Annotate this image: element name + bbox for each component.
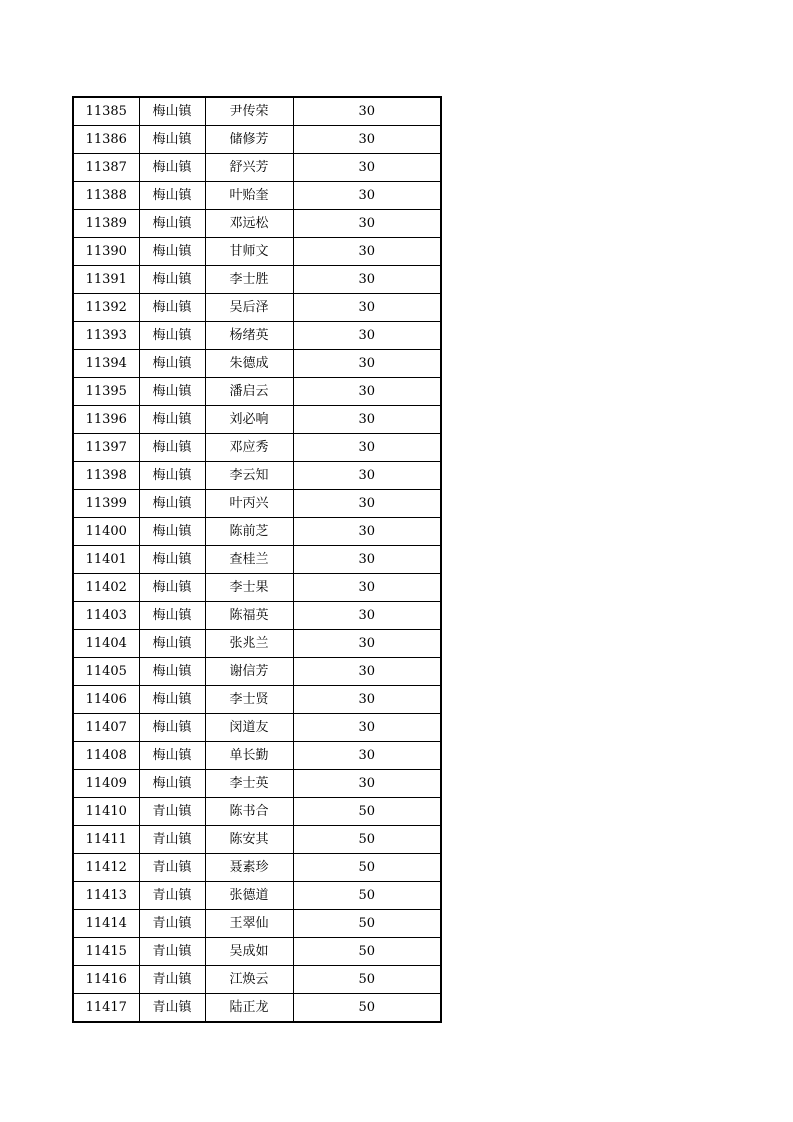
cell-name: 杨绪英	[205, 322, 293, 350]
cell-town: 梅山镇	[139, 658, 205, 686]
table-row	[73, 798, 441, 826]
table-row	[73, 462, 441, 490]
table-row	[73, 854, 441, 882]
cell-id: 11405	[73, 658, 139, 686]
table-row	[73, 966, 441, 994]
cell-id: 11415	[73, 938, 139, 966]
table-row	[73, 154, 441, 182]
cell-amount: 30	[293, 490, 441, 518]
roster-table-body	[73, 97, 441, 1022]
cell-amount: 50	[293, 854, 441, 882]
cell-amount: 30	[293, 574, 441, 602]
cell-name: 吴成如	[205, 938, 293, 966]
cell-amount: 50	[293, 938, 441, 966]
table-row	[73, 630, 441, 658]
table-row	[73, 294, 441, 322]
cell-id: 11403	[73, 602, 139, 630]
cell-town: 梅山镇	[139, 154, 205, 182]
cell-town: 青山镇	[139, 798, 205, 826]
cell-id: 11386	[73, 126, 139, 154]
cell-id: 11387	[73, 154, 139, 182]
cell-id: 11398	[73, 462, 139, 490]
cell-town: 梅山镇	[139, 518, 205, 546]
cell-name: 张兆兰	[205, 630, 293, 658]
table-row	[73, 97, 441, 126]
cell-id: 11395	[73, 378, 139, 406]
cell-town: 青山镇	[139, 882, 205, 910]
cell-amount: 30	[293, 97, 441, 126]
cell-id: 11394	[73, 350, 139, 378]
cell-name: 刘必响	[205, 406, 293, 434]
cell-name: 舒兴芳	[205, 154, 293, 182]
cell-amount: 50	[293, 966, 441, 994]
cell-amount: 50	[293, 910, 441, 938]
cell-id: 11397	[73, 434, 139, 462]
cell-amount: 30	[293, 154, 441, 182]
table-row	[73, 882, 441, 910]
table-row	[73, 826, 441, 854]
cell-id: 11417	[73, 994, 139, 1023]
cell-name: 叶贻奎	[205, 182, 293, 210]
cell-name: 李士胜	[205, 266, 293, 294]
cell-town: 梅山镇	[139, 210, 205, 238]
cell-town: 梅山镇	[139, 462, 205, 490]
cell-id: 11416	[73, 966, 139, 994]
cell-amount: 30	[293, 378, 441, 406]
cell-town: 青山镇	[139, 938, 205, 966]
cell-id: 11409	[73, 770, 139, 798]
cell-town: 青山镇	[139, 994, 205, 1023]
table-row	[73, 322, 441, 350]
cell-town: 梅山镇	[139, 97, 205, 126]
cell-amount: 30	[293, 602, 441, 630]
cell-id: 11408	[73, 742, 139, 770]
cell-amount: 30	[293, 770, 441, 798]
cell-id: 11391	[73, 266, 139, 294]
cell-town: 梅山镇	[139, 574, 205, 602]
cell-town: 青山镇	[139, 910, 205, 938]
cell-id: 11396	[73, 406, 139, 434]
cell-amount: 30	[293, 714, 441, 742]
cell-town: 梅山镇	[139, 378, 205, 406]
cell-name: 朱德成	[205, 350, 293, 378]
cell-name: 叶丙兴	[205, 490, 293, 518]
cell-name: 聂素珍	[205, 854, 293, 882]
cell-id: 11402	[73, 574, 139, 602]
cell-town: 梅山镇	[139, 322, 205, 350]
cell-town: 梅山镇	[139, 546, 205, 574]
table-row	[73, 490, 441, 518]
table-row	[73, 266, 441, 294]
cell-amount: 30	[293, 434, 441, 462]
cell-name: 谢信芳	[205, 658, 293, 686]
cell-id: 11393	[73, 322, 139, 350]
cell-id: 11385	[73, 97, 139, 126]
cell-amount: 50	[293, 882, 441, 910]
cell-amount: 30	[293, 546, 441, 574]
cell-town: 梅山镇	[139, 182, 205, 210]
table-row	[73, 770, 441, 798]
cell-name: 邓应秀	[205, 434, 293, 462]
cell-town: 梅山镇	[139, 126, 205, 154]
table-row	[73, 126, 441, 154]
cell-id: 11413	[73, 882, 139, 910]
cell-name: 甘师文	[205, 238, 293, 266]
cell-name: 吴后泽	[205, 294, 293, 322]
cell-amount: 30	[293, 210, 441, 238]
cell-id: 11390	[73, 238, 139, 266]
cell-amount: 30	[293, 182, 441, 210]
cell-amount: 30	[293, 294, 441, 322]
cell-town: 梅山镇	[139, 602, 205, 630]
cell-amount: 30	[293, 686, 441, 714]
cell-town: 梅山镇	[139, 294, 205, 322]
cell-town: 梅山镇	[139, 630, 205, 658]
cell-town: 梅山镇	[139, 742, 205, 770]
cell-amount: 30	[293, 238, 441, 266]
cell-name: 潘启云	[205, 378, 293, 406]
cell-amount: 50	[293, 994, 441, 1023]
table-row	[73, 686, 441, 714]
table-row	[73, 658, 441, 686]
cell-name: 王翠仙	[205, 910, 293, 938]
cell-id: 11412	[73, 854, 139, 882]
cell-name: 陆正龙	[205, 994, 293, 1023]
cell-town: 梅山镇	[139, 238, 205, 266]
cell-id: 11401	[73, 546, 139, 574]
cell-amount: 30	[293, 518, 441, 546]
cell-name: 李士英	[205, 770, 293, 798]
cell-id: 11407	[73, 714, 139, 742]
cell-amount: 30	[293, 266, 441, 294]
cell-amount: 30	[293, 742, 441, 770]
table-row	[73, 546, 441, 574]
table-row	[73, 602, 441, 630]
cell-amount: 30	[293, 350, 441, 378]
cell-amount: 50	[293, 798, 441, 826]
cell-town: 梅山镇	[139, 686, 205, 714]
cell-id: 11392	[73, 294, 139, 322]
cell-name: 陈前芝	[205, 518, 293, 546]
cell-name: 陈安其	[205, 826, 293, 854]
cell-amount: 30	[293, 406, 441, 434]
roster-table	[72, 96, 442, 1023]
cell-name: 陈福英	[205, 602, 293, 630]
cell-name: 闵道友	[205, 714, 293, 742]
table-row	[73, 406, 441, 434]
cell-town: 青山镇	[139, 966, 205, 994]
cell-id: 11414	[73, 910, 139, 938]
table-row	[73, 938, 441, 966]
cell-amount: 30	[293, 630, 441, 658]
cell-name: 邓远松	[205, 210, 293, 238]
cell-town: 梅山镇	[139, 490, 205, 518]
cell-town: 梅山镇	[139, 350, 205, 378]
cell-name: 李云知	[205, 462, 293, 490]
table-row	[73, 350, 441, 378]
cell-name: 查桂兰	[205, 546, 293, 574]
cell-town: 梅山镇	[139, 770, 205, 798]
cell-name: 李士贤	[205, 686, 293, 714]
cell-id: 11389	[73, 210, 139, 238]
table-row	[73, 210, 441, 238]
cell-amount: 50	[293, 826, 441, 854]
cell-amount: 30	[293, 462, 441, 490]
cell-town: 梅山镇	[139, 434, 205, 462]
cell-town: 梅山镇	[139, 406, 205, 434]
cell-town: 梅山镇	[139, 714, 205, 742]
cell-id: 11404	[73, 630, 139, 658]
table-row	[73, 742, 441, 770]
cell-town: 梅山镇	[139, 266, 205, 294]
cell-town: 青山镇	[139, 826, 205, 854]
table-row	[73, 238, 441, 266]
table-row	[73, 994, 441, 1023]
cell-name: 储修芳	[205, 126, 293, 154]
cell-amount: 30	[293, 126, 441, 154]
table-row	[73, 182, 441, 210]
cell-name: 陈书合	[205, 798, 293, 826]
cell-id: 11400	[73, 518, 139, 546]
cell-town: 青山镇	[139, 854, 205, 882]
cell-amount: 30	[293, 322, 441, 350]
table-row	[73, 434, 441, 462]
cell-id: 11388	[73, 182, 139, 210]
table-row	[73, 714, 441, 742]
cell-name: 李士果	[205, 574, 293, 602]
cell-id: 11410	[73, 798, 139, 826]
table-row	[73, 910, 441, 938]
cell-name: 单长勤	[205, 742, 293, 770]
table-row	[73, 574, 441, 602]
cell-name: 江焕云	[205, 966, 293, 994]
cell-id: 11406	[73, 686, 139, 714]
table-row	[73, 378, 441, 406]
cell-name: 尹传荣	[205, 97, 293, 126]
cell-amount: 30	[293, 658, 441, 686]
cell-id: 11399	[73, 490, 139, 518]
table-row	[73, 518, 441, 546]
cell-id: 11411	[73, 826, 139, 854]
cell-name: 张德道	[205, 882, 293, 910]
